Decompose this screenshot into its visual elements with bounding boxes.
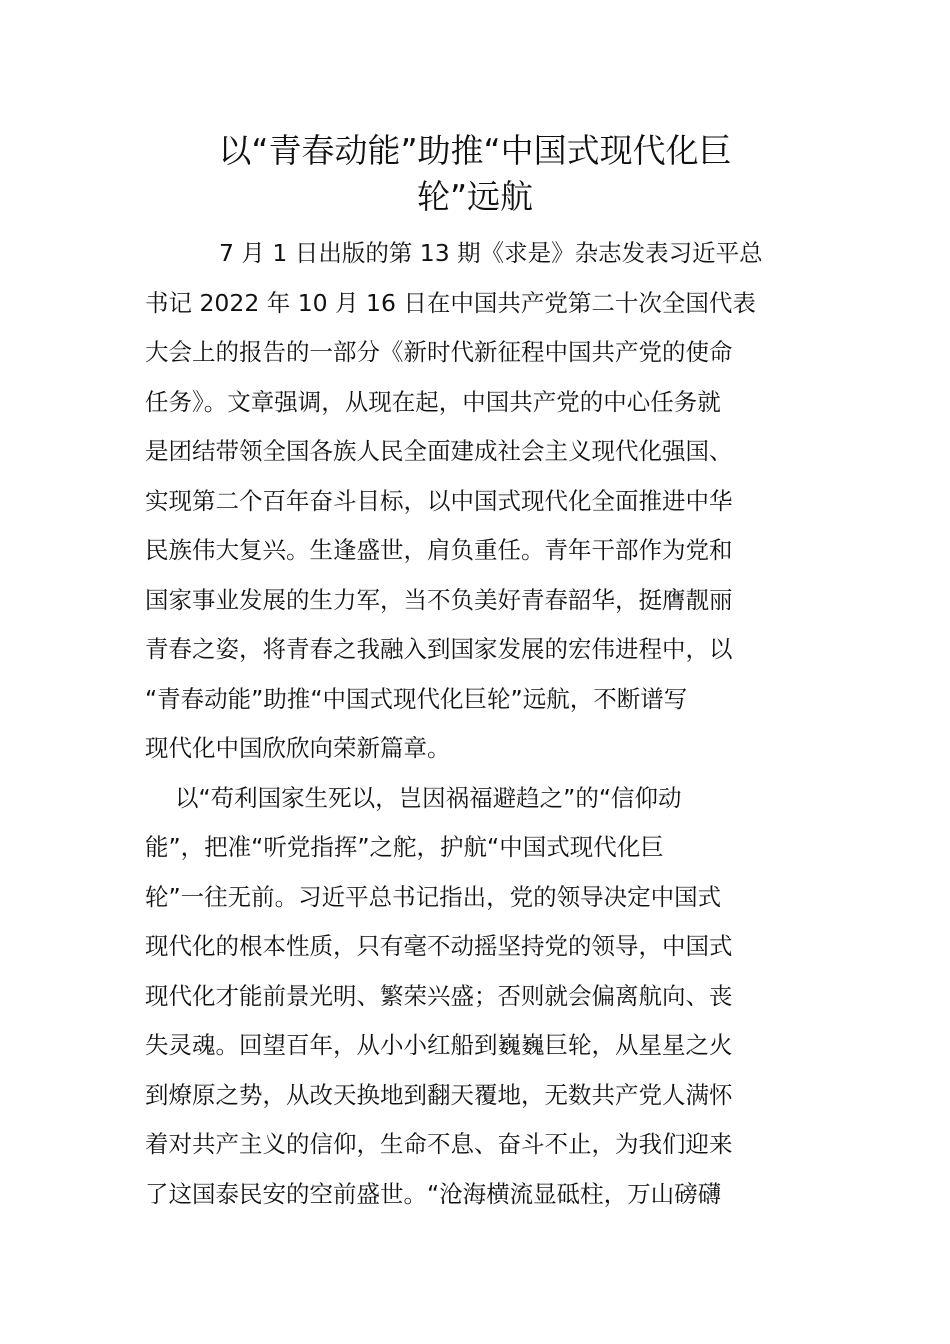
- text-line: 青春之姿，将青春之我融入到国家发展的宏伟进程中，以: [145, 635, 733, 663]
- text-line: 民族伟大复兴。生逢盛世，肩负重任。青年干部作为党和: [145, 536, 733, 564]
- text-line: 国家事业发展的生力军，当不负美好青春韶华，挺膺靓丽: [145, 585, 733, 614]
- text-line: 7 月 1 日出版的第 13 期《求是》杂志发表习近平总: [219, 239, 763, 267]
- text-line: 失灵魂。回望百年，从小小红船到巍巍巨轮，从星星之火: [145, 1031, 733, 1059]
- text-line: 到燎原之势，从改天换地到翻天覆地，无数共产党人满怀: [145, 1080, 733, 1109]
- text-line: 现代化才能前景光明、繁荣兴盛；否则就会偏离航向、丧: [145, 981, 733, 1010]
- text-line: 着对共产主义的信仰，生命不息、奋斗不止，为我们迎来: [145, 1130, 733, 1158]
- text-line: 现代化中国欣欣向荣新篇章。: [145, 734, 451, 762]
- text-line: 任务》。文章强调，从现在起，中国共产党的中心任务就: [145, 387, 721, 416]
- text-line: 是团结带领全国各族人民全面建成社会主义现代化强国、: [145, 437, 733, 465]
- paragraph-1: [145, 229, 810, 774]
- paragraph-2: [145, 774, 810, 1220]
- text-line: 现代化的根本性质，只有毫不动摇坚持党的领导，中国式: [145, 932, 733, 960]
- text-line: 轮”一往无前。习近平总书记指出，党的领导决定中国式: [145, 882, 722, 911]
- document-title: [150, 128, 800, 220]
- text-line: 以“苟利国家生死以，岂因祸福避趋之”的“信仰动: [175, 783, 682, 812]
- text-line: 能”，把准“听党指挥”之舵，护航“中国式现代化巨: [145, 833, 664, 861]
- text-line: 了这国泰民安的空前盛世。“沧海横流显砥柱，万山磅礴: [145, 1179, 722, 1208]
- text-line: “青春动能”助推“中国式现代化巨轮”远航，不断谱写: [145, 684, 688, 713]
- title-line: 以“青春动能”助推“中国式现代化巨: [218, 131, 732, 170]
- title-line: 轮”远航: [416, 177, 534, 216]
- text-line: 大会上的报告的一部分《新时代新征程中国共产党的使命: [145, 338, 733, 366]
- text-line: 书记 2022 年 10 月 16 日在中国共产党第二十次全国代表: [145, 288, 756, 317]
- document-body: [145, 229, 810, 1219]
- text-line: 实现第二个百年奋斗目标，以中国式现代化全面推进中华: [145, 486, 733, 515]
